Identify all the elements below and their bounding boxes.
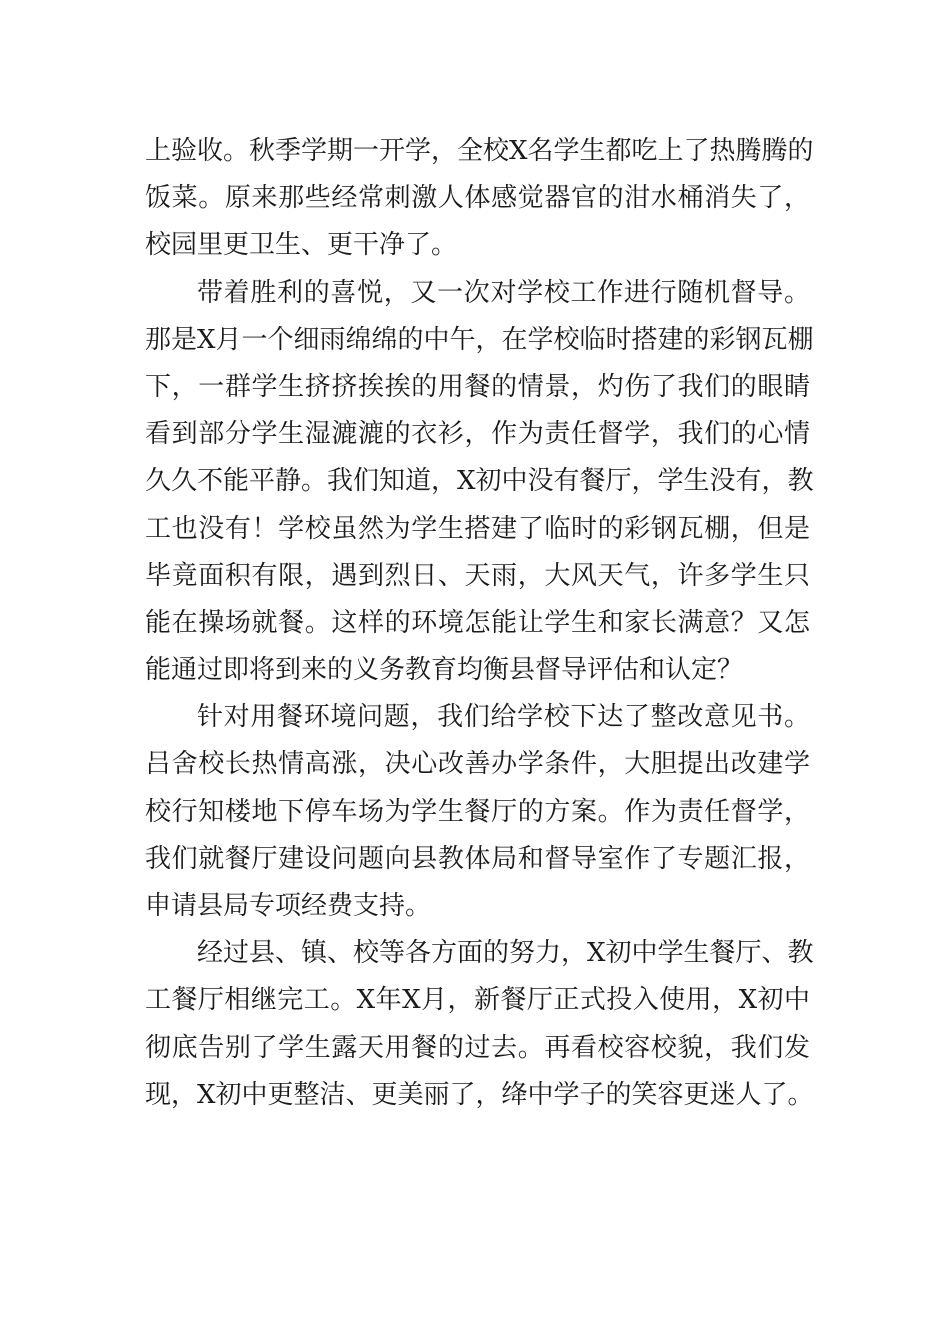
text-line: 申请县局专项经费支持。: [145, 891, 432, 921]
paragraph-4: [145, 930, 814, 1119]
text-line: 毕竟面积有限，遇到烈日、天雨，大风天气，许多学生只: [145, 560, 810, 591]
text-line: 能在操场就餐。这样的环境怎能让学生和家长满意？又怎: [145, 607, 810, 638]
text-line: 上验收。秋季学期一开学，全校X名学生都吃上了热腾腾的: [145, 136, 814, 166]
text-line: 校行知楼地下停车场为学生餐厅的方案。作为责任督学，: [145, 796, 810, 827]
text-line: 工餐厅相继完工。X年X月，新餐厅正式投入使用，X初中: [145, 985, 810, 1016]
paragraph-3: [145, 694, 810, 930]
text-line: 工也没有！学校虽然为学生搭建了临时的彩钢瓦棚，但是: [145, 513, 810, 544]
document-body: [145, 128, 814, 1119]
text-line: 久久不能平静。我们知道，X初中没有餐厅，学生没有，教: [145, 466, 814, 497]
text-line: 我们就餐厅建设问题向县教体局和督导室作了专题汇报，: [145, 843, 810, 874]
text-line: 彻底告别了学生露天用餐的过去。再看校容校貌，我们发: [145, 1032, 810, 1063]
text-line: 吕舍校长热情高涨，决心改善办学条件，大胆提出改建学: [145, 749, 810, 780]
text-line: 饭菜。原来那些经常刺激人体感觉器官的泔水桶消失了，: [145, 183, 810, 214]
text-line: 针对用餐环境问题，我们给学校下达了整改意见书。: [197, 702, 810, 733]
text-line: 那是X月一个细雨绵绵的中午，在学校临时搭建的彩钢瓦棚: [145, 324, 814, 355]
text-line: 下，一群学生挤挤挨挨的用餐的情景，灼伤了我们的眼睛: [145, 371, 810, 402]
text-line: 看到部分学生湿漉漉的衣衫，作为责任督学，我们的心情: [145, 419, 810, 450]
text-line: 带着胜利的喜悦，又一次对学校工作进行随机督导。: [197, 277, 810, 308]
text-line: 经过县、镇、校等各方面的努力，X初中学生餐厅、教: [197, 938, 814, 969]
paragraph-1: [145, 128, 814, 270]
text-line: 校园里更卫生、更干净了。: [145, 230, 458, 261]
text-line: 现，X初中更整洁、更美丽了，绛中学子的笑容更迷人了。: [145, 1079, 814, 1110]
paragraph-2: [145, 270, 814, 695]
text-line: 能通过即将到来的义务教育均衡县督导评估和认定？: [145, 655, 744, 686]
